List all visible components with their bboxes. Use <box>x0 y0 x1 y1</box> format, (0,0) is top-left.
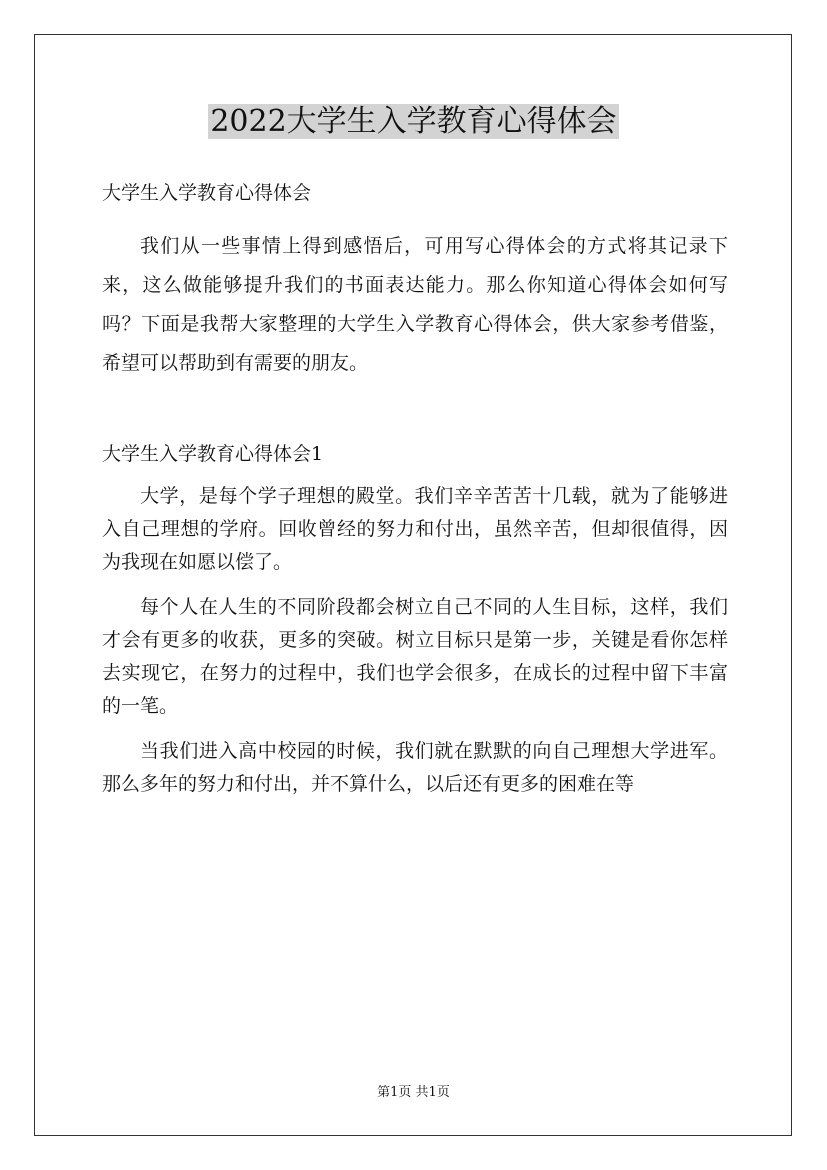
section1-paragraph-2: 每个人在人生的不同阶段都会树立自己不同的人生目标，这样，我们才会有更多的收获，更多的突破。树立目标只是第一步，关键是看你怎样去实现它，在努力的过程中，我们也学会很多，在成长的过程中留下丰富的一笔。 <box>102 596 728 717</box>
intro-heading: 大学生入学教育心得体会 <box>102 182 312 204</box>
section1-heading: 大学生入学教育心得体会1 <box>102 443 324 465</box>
document-title <box>0 100 827 144</box>
section1-paragraph-3: 当我们进入高中校园的时候，我们就在默默的向自己理想大学进军。那么多年的努力和付出，并不算什么，以后还有更多的困难在等 <box>102 740 728 795</box>
spacer <box>102 383 728 435</box>
page-footer: 第1页 共1页 <box>377 1085 450 1100</box>
section1-paragraph-1: 大学，是每个学子理想的殿堂。我们辛辛苦苦十几载，就为了能够进入自己理想的学府。回收曾经的努力和付出，虽然辛苦，但却很值得，因为我现在如愿以偿了。 <box>102 485 728 573</box>
spacer <box>102 213 728 227</box>
document-title-text: 2022大学生入学教育心得体会 <box>210 104 617 139</box>
document-body <box>102 174 728 801</box>
intro-paragraph: 我们从一些事情上得到感悟后，可用写心得体会的方式将其记录下来，这么做能够提升我们的书面表达能力。那么你知道心得体会如何写吗？下面是我帮大家整理的大学生入学教育心得体会，供大家参考借鉴，希望可以帮助到有需要的朋友。 <box>102 235 728 374</box>
